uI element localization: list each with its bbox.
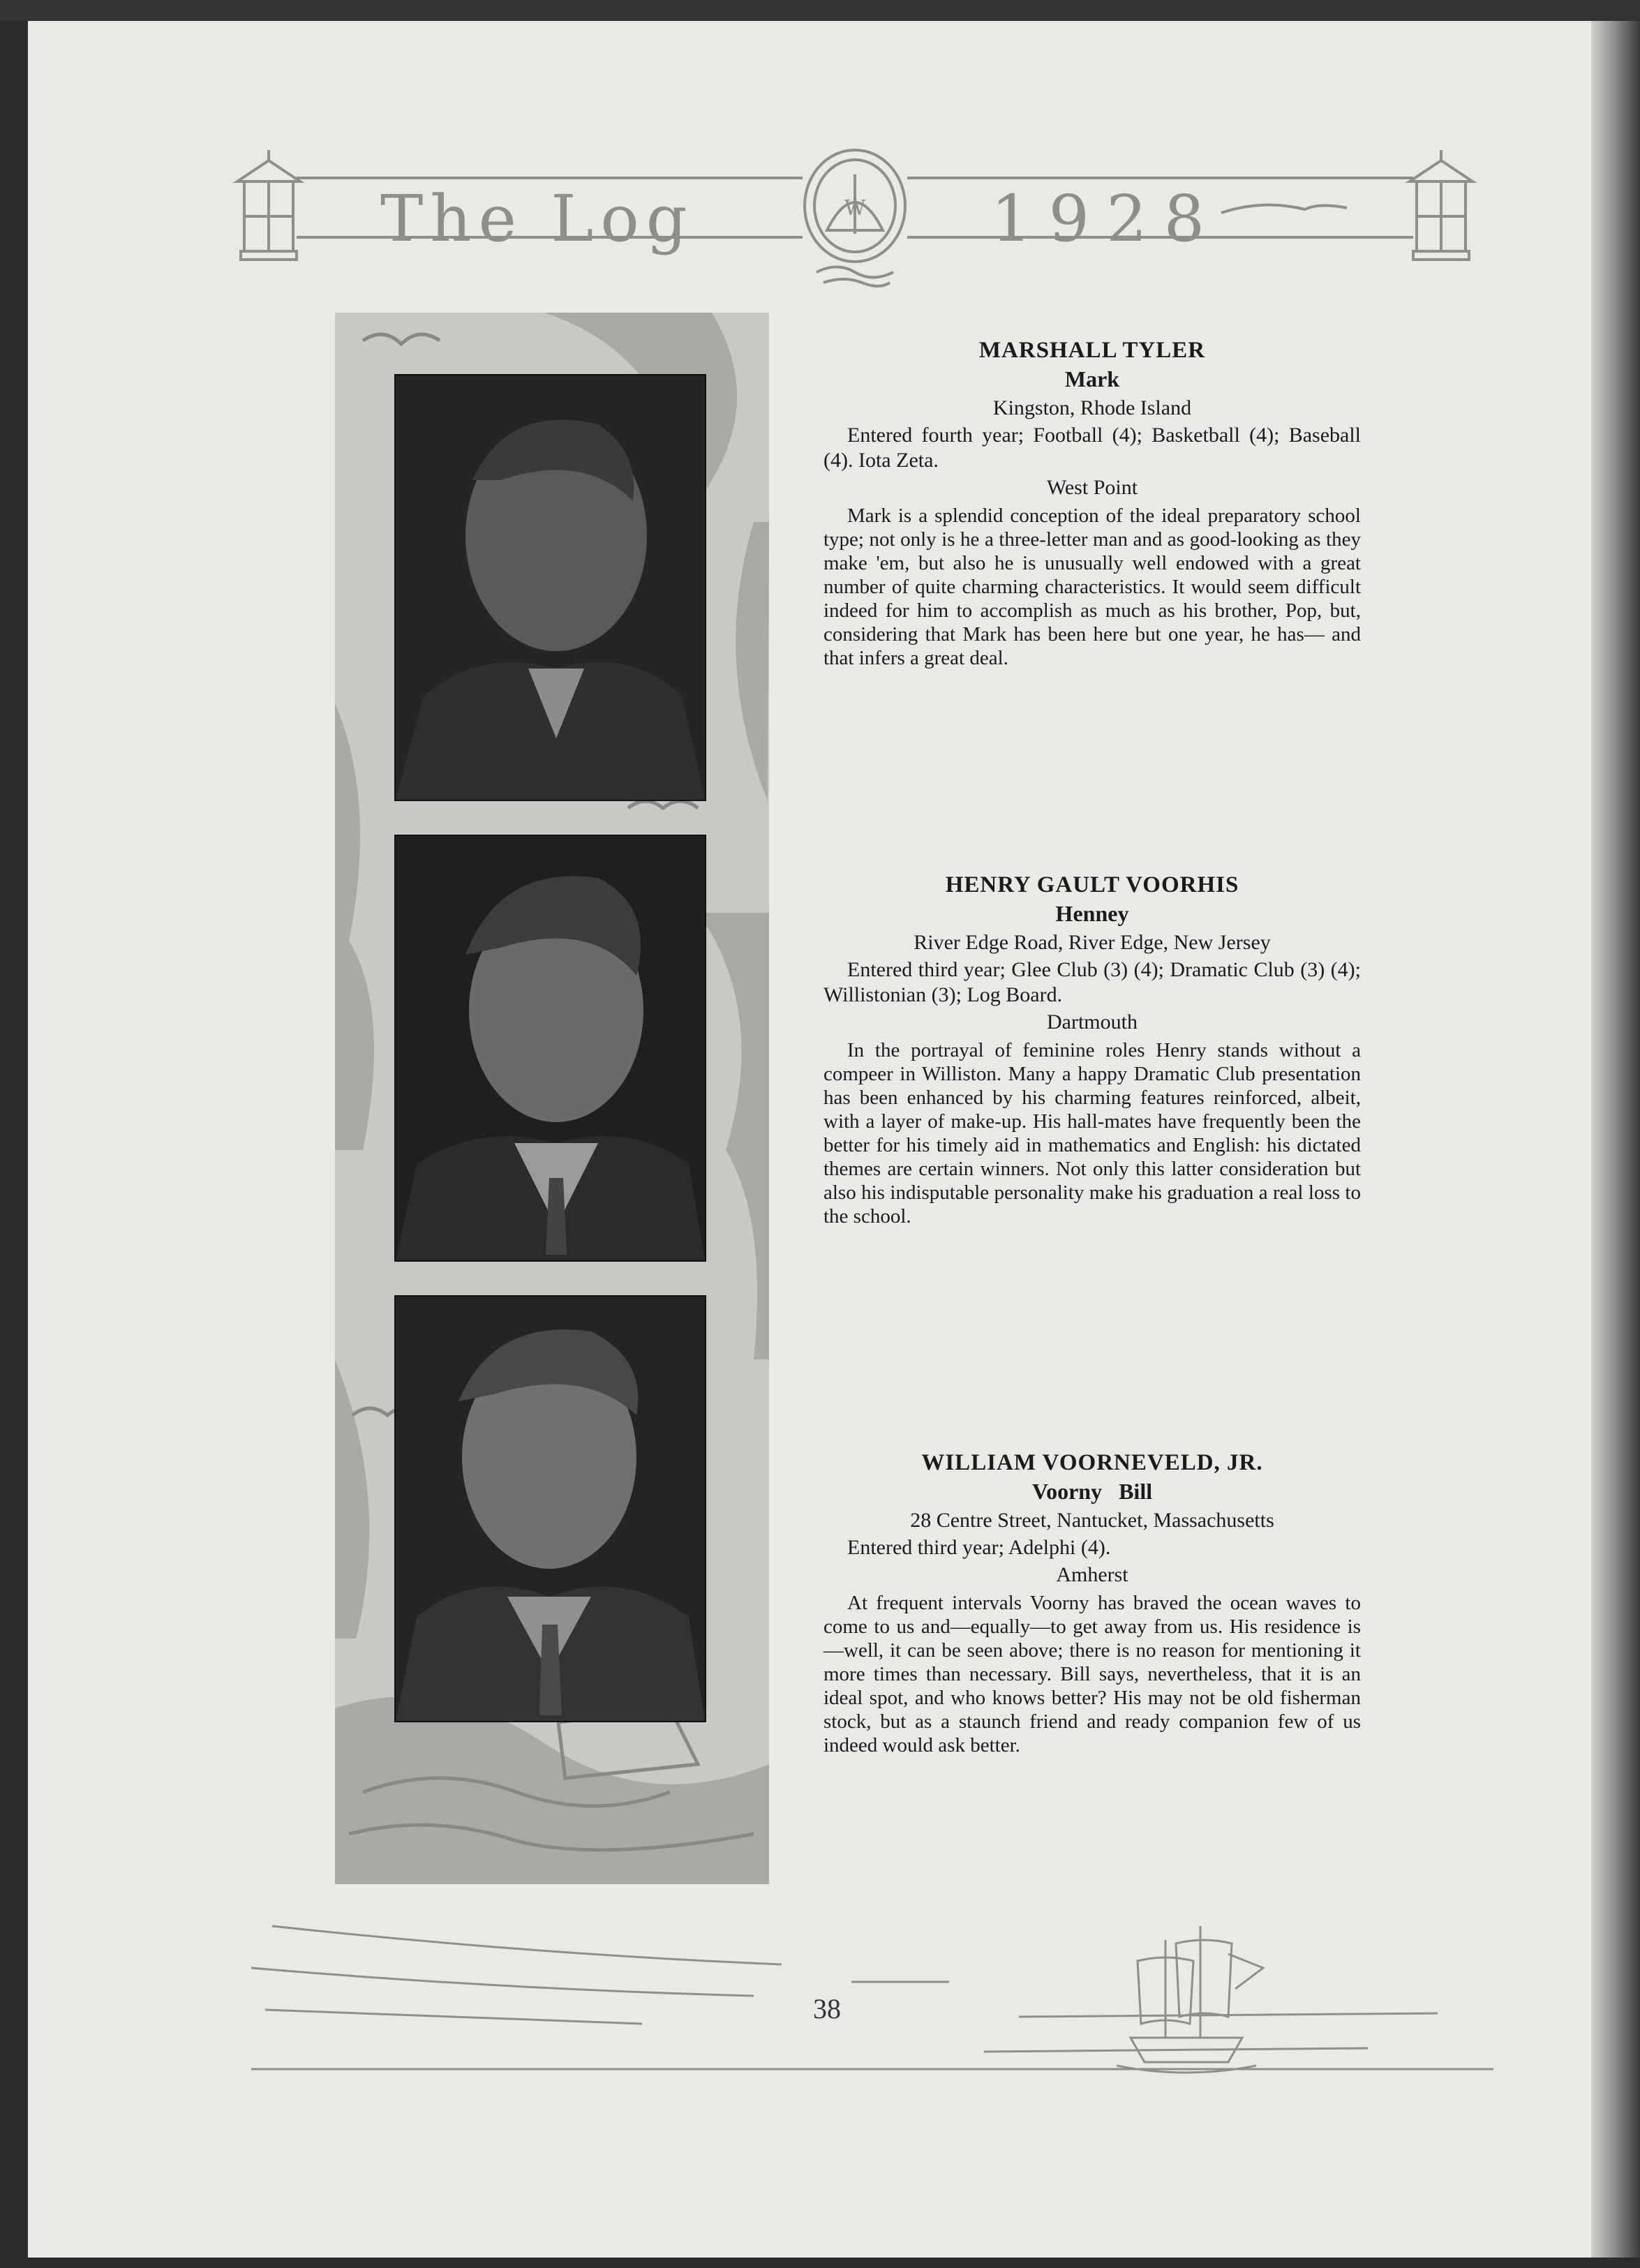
student-activities: Entered third year; Adelphi (4).	[847, 1536, 1111, 1559]
portrait-photo	[396, 1297, 705, 1721]
student-activities: Entered fourth year; Football (4); Basketball (4); Baseball (4). Iota Zeta.	[823, 424, 1361, 472]
student-bio: Mark is a splendid conception of the ideal preparatory school type; not only is he a three-letter man and as good-looking as they make 'em, but also he is unusually well endowed with a great number of quite charming characteristics. It would seem difficult indeed for him to accomplish as much as his brother, Pop, but, considering that Mark has been here but one year, he has— and that infers a great deal.	[823, 505, 1361, 669]
emblem-letter: W	[844, 196, 866, 221]
student-address: 28 Centre Street, Nantucket, Massachusetts	[910, 1509, 1274, 1532]
student-college: West Point	[1046, 476, 1138, 499]
header-title: The Log	[380, 181, 694, 256]
portrait-henry-voorhis	[394, 835, 706, 1262]
page-number: 38	[813, 1993, 841, 2024]
book-spine-shadow	[1591, 21, 1640, 2258]
student-name: WILLIAM VOORNEVELD, JR.	[921, 1450, 1263, 1475]
student-college: Amherst	[1056, 1563, 1128, 1586]
entry-marshall-tyler	[823, 338, 1361, 670]
student-nickname: Mark	[1064, 366, 1120, 391]
portrait-photo	[396, 375, 705, 800]
student-nickname: Henney	[1055, 901, 1129, 926]
footer-ornament	[251, 1912, 1493, 2087]
entry-henry-voorhis	[823, 872, 1361, 1228]
student-name: MARSHALL TYLER	[978, 338, 1206, 363]
student-bio: At frequent intervals Voorny has braved the ocean waves to come to us and—equally—to get away from us. His residence is—well, it can be seen above; there is no reason for mentioning it more times than necessary. Bill says, nevertheless, that it is an ideal spot, and who knows better? His may not be old fisherman stock, but as a staunch friend and ready companion few of us indeed would ask better.	[823, 1592, 1361, 1756]
portrait-photo	[396, 836, 705, 1260]
student-bio: In the portrayal of feminine roles Henry stands without a compeer in Williston. Many a happy Dramatic Club presentation has been enhanced by his charming features reinforced, albeit, with a layer of make-up. His hall-mates have frequently been the better for his timely aid in mathematics and English: his dictated themes are certain winners. Not only this latter consideration but also his indisputable personality make his graduation a real loss to the school.	[823, 1039, 1361, 1228]
photo-column	[335, 313, 769, 1884]
entry-william-voorneveld	[823, 1450, 1361, 1757]
header-banner	[230, 133, 1479, 293]
student-address: River Edge Road, River Edge, New Jersey	[914, 931, 1271, 954]
student-college: Dartmouth	[1047, 1010, 1138, 1034]
student-address: Kingston, Rhode Island	[992, 396, 1192, 419]
header-year: 1928	[991, 181, 1222, 256]
student-name: HENRY GAULT VOORHIS	[945, 872, 1239, 897]
sailing-ship-illustration	[251, 1912, 1493, 2087]
student-activities: Entered third year; Glee Club (3) (4); Dramatic Club (3) (4); Willistonian (3); Log Board.	[823, 958, 1361, 1006]
scan-top-edge	[0, 0, 1640, 21]
portrait-william-voorneveld	[394, 1295, 706, 1722]
portrait-marshall-tyler	[394, 374, 706, 801]
student-nickname: Voorny Bill	[1031, 1479, 1153, 1504]
